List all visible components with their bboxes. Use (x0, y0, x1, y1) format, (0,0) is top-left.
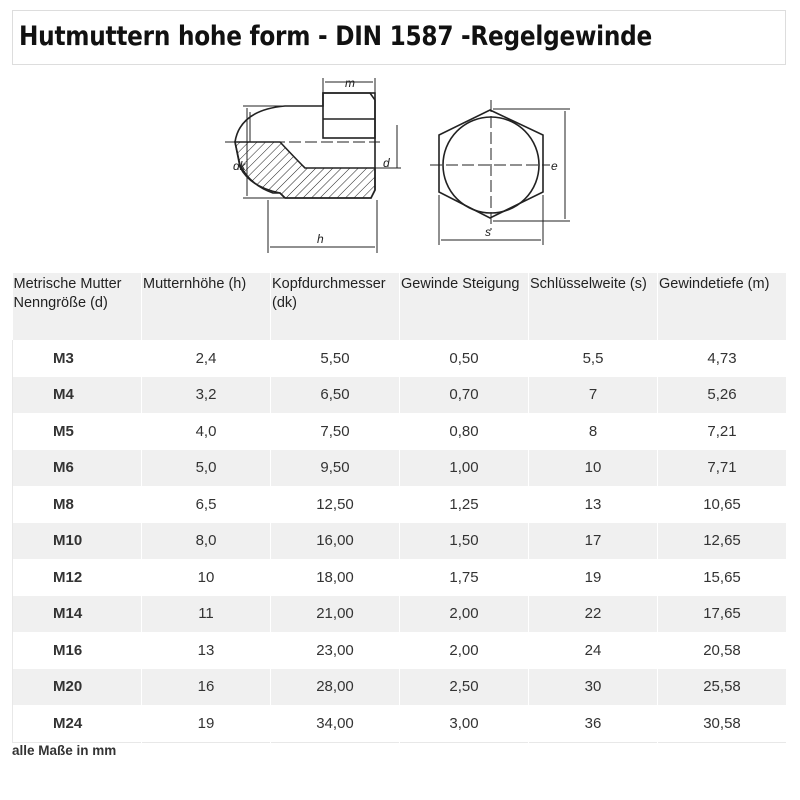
title-box (12, 10, 786, 65)
table-header-row (13, 273, 787, 340)
table-cell: 25,58 (658, 669, 787, 706)
table-cell: 23,00 (271, 632, 400, 669)
table-cell: M6 (13, 450, 142, 487)
table-cell: 5,26 (658, 377, 787, 414)
table-cell: M3 (13, 340, 142, 377)
table-cell: M4 (13, 377, 142, 414)
table-row (13, 559, 787, 596)
table-cell: 1,75 (400, 559, 529, 596)
table-cell: M14 (13, 596, 142, 633)
table-cell: 3,00 (400, 705, 529, 742)
table-cell: 3,2 (142, 377, 271, 414)
header-wrench-size: Schlüsselweite (s) (529, 273, 658, 340)
table-cell: 30 (529, 669, 658, 706)
table-cell: 10,65 (658, 486, 787, 523)
table-cell: 13 (142, 632, 271, 669)
table-cell: M16 (13, 632, 142, 669)
header-size: Metrische Mutter Nenngröße (d) (13, 273, 142, 340)
table-cell: 21,00 (271, 596, 400, 633)
table-cell: M12 (13, 559, 142, 596)
table-cell: 10 (142, 559, 271, 596)
table-row (13, 413, 787, 450)
header-height: Mutternhöhe (h) (142, 273, 271, 340)
table-cell: 7,71 (658, 450, 787, 487)
table-row (13, 523, 787, 560)
table-cell: 1,50 (400, 523, 529, 560)
page-title: Hutmuttern hohe form - DIN 1587 -Regelgewinde (19, 21, 652, 52)
table-cell: 17 (529, 523, 658, 560)
table-cell: 16 (142, 669, 271, 706)
table-cell: 2,00 (400, 596, 529, 633)
table-cell: 5,50 (271, 340, 400, 377)
table-cell: M8 (13, 486, 142, 523)
table-cell: 0,70 (400, 377, 529, 414)
label-e: e (551, 159, 558, 173)
table-cell: 22 (529, 596, 658, 633)
table-row (13, 486, 787, 523)
table-row (13, 377, 787, 414)
table-cell: 11 (142, 596, 271, 633)
table-cell: 7 (529, 377, 658, 414)
table-cell: M10 (13, 523, 142, 560)
table-row (13, 450, 787, 487)
table-cell: 2,4 (142, 340, 271, 377)
table-cell: 0,50 (400, 340, 529, 377)
table-cell: 2,00 (400, 632, 529, 669)
table-cell: 7,21 (658, 413, 787, 450)
table-cell: 1,25 (400, 486, 529, 523)
table-cell: 6,50 (271, 377, 400, 414)
table-cell: 4,73 (658, 340, 787, 377)
cap-nut-diagram (205, 75, 595, 255)
dimensions-table (12, 273, 787, 743)
table-cell: 36 (529, 705, 658, 742)
table-cell: 19 (529, 559, 658, 596)
table-row (13, 596, 787, 633)
table-cell: 4,0 (142, 413, 271, 450)
label-d: d (383, 156, 390, 170)
table-cell: 17,65 (658, 596, 787, 633)
table-cell: 5,0 (142, 450, 271, 487)
label-s: s (485, 225, 491, 239)
label-m: m (345, 76, 355, 90)
table-cell: 19 (142, 705, 271, 742)
table-cell: M20 (13, 669, 142, 706)
top-view (430, 100, 570, 245)
table-cell: 5,5 (529, 340, 658, 377)
table-cell: 34,00 (271, 705, 400, 742)
units-note: alle Maße in mm (12, 743, 117, 758)
table-cell: 6,5 (142, 486, 271, 523)
header-thread-depth: Gewindetiefe (m) (658, 273, 787, 340)
table-cell: 1,00 (400, 450, 529, 487)
table-cell: 12,50 (271, 486, 400, 523)
table-cell: M24 (13, 705, 142, 742)
table-cell: 10 (529, 450, 658, 487)
table-cell: M5 (13, 413, 142, 450)
table-cell: 12,65 (658, 523, 787, 560)
table-cell: 18,00 (271, 559, 400, 596)
table-cell: 8 (529, 413, 658, 450)
table-cell: 30,58 (658, 705, 787, 742)
table-row (13, 705, 787, 742)
table-cell: 13 (529, 486, 658, 523)
label-h: h (317, 232, 324, 246)
table-row (13, 669, 787, 706)
table-cell: 8,0 (142, 523, 271, 560)
header-head-diameter: Kopfdurchmesser (dk) (271, 273, 400, 340)
table-cell: 9,50 (271, 450, 400, 487)
table-cell: 24 (529, 632, 658, 669)
side-view (225, 76, 401, 253)
table-cell: 16,00 (271, 523, 400, 560)
header-pitch: Gewinde Steigung (400, 273, 529, 340)
table-cell: 7,50 (271, 413, 400, 450)
label-dk: dk (233, 159, 246, 173)
table-cell: 0,80 (400, 413, 529, 450)
table-row (13, 632, 787, 669)
table-cell: 2,50 (400, 669, 529, 706)
table-row (13, 340, 787, 377)
table-cell: 28,00 (271, 669, 400, 706)
table-cell: 15,65 (658, 559, 787, 596)
table-cell: 20,58 (658, 632, 787, 669)
